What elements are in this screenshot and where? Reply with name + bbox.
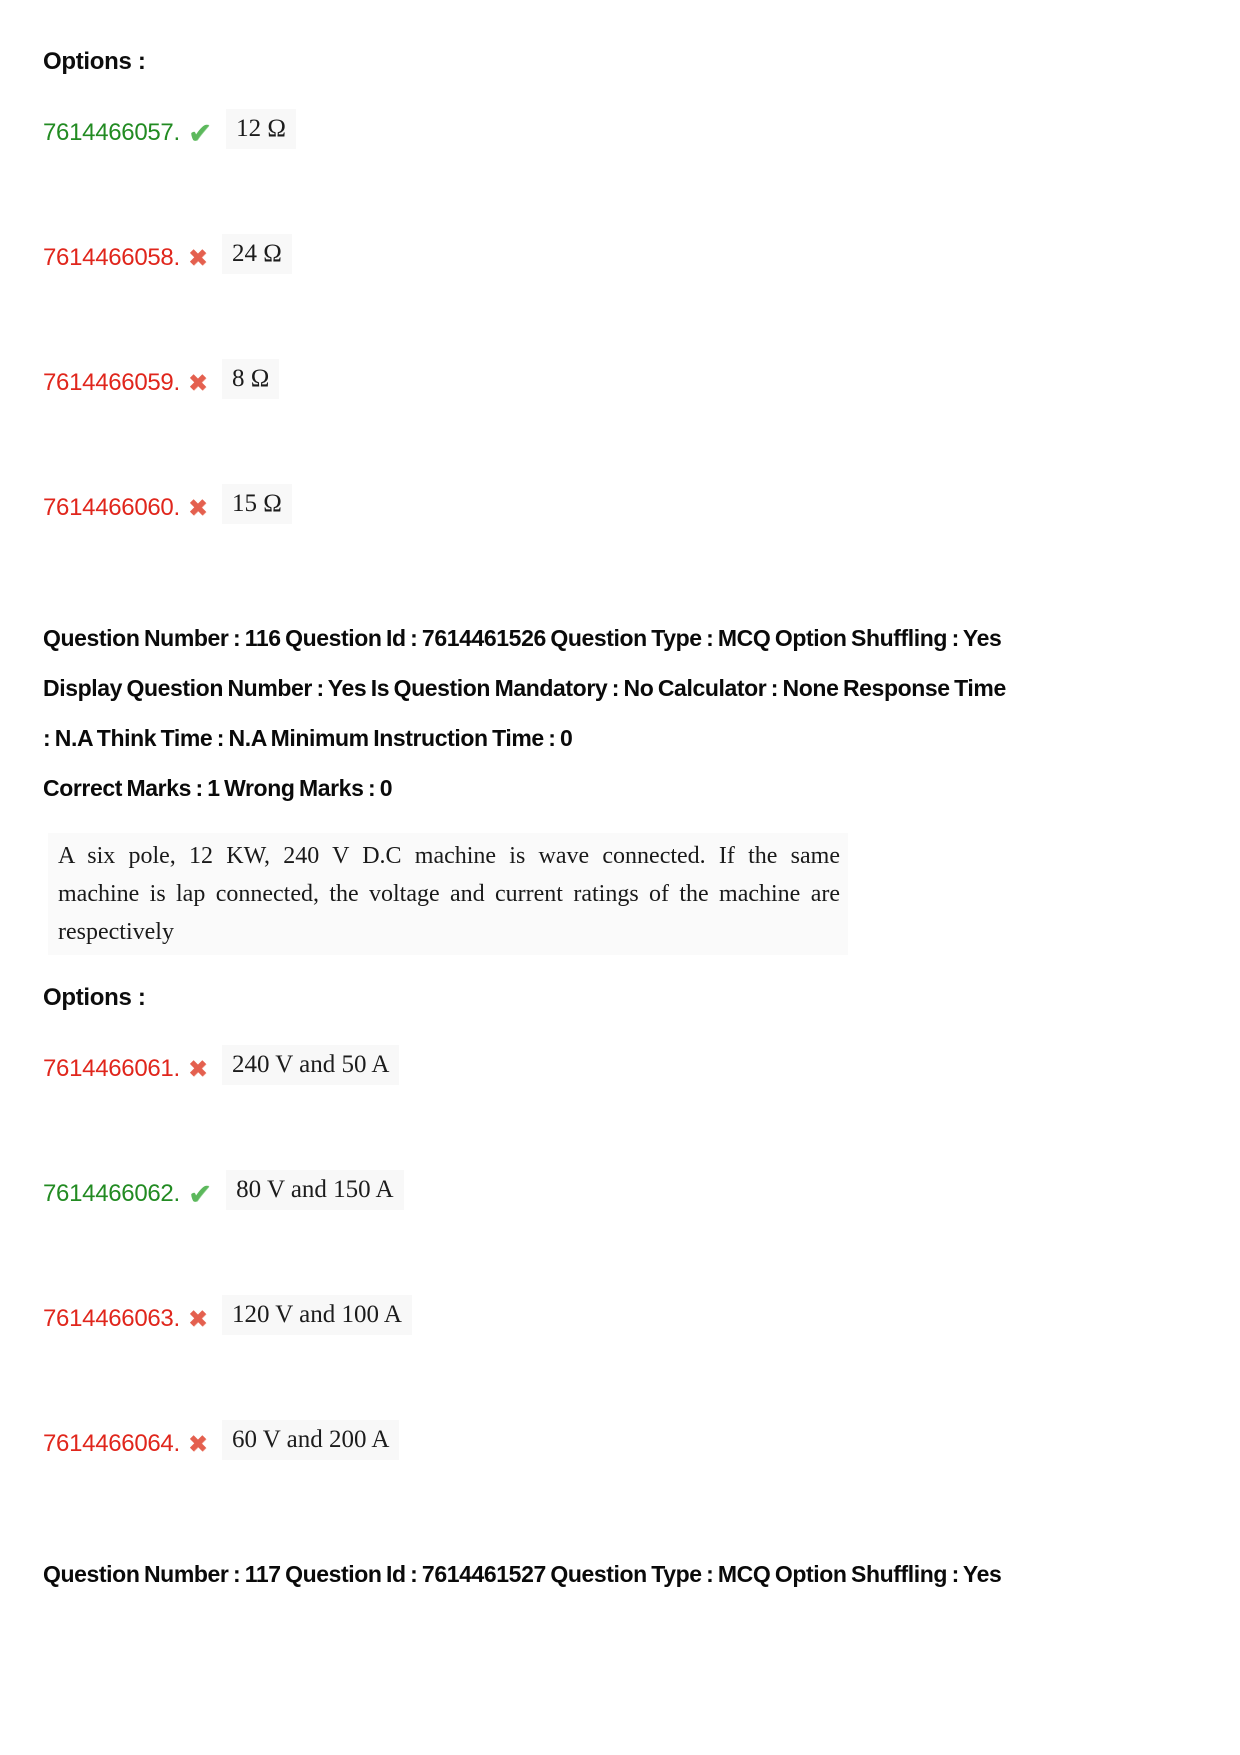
option-row: [43, 238, 1240, 278]
option-id: 7614466060.: [43, 494, 180, 521]
marks-line: Correct Marks : 1 Wrong Marks : 0: [43, 775, 393, 801]
question-116-metadata: [43, 613, 1240, 813]
cross-icon: [188, 1424, 208, 1467]
option-row: [43, 363, 1240, 403]
cross-icon: [188, 1049, 208, 1092]
option-row: [43, 1049, 1240, 1089]
option-id: 7614466062.: [43, 1180, 180, 1207]
option-row: [43, 488, 1240, 528]
option-value: 120 V and 100 A: [222, 1295, 412, 1335]
question-text-line: machine is lap connected, the voltage and current ratings of the machine are: [58, 881, 840, 907]
cross-icon: [188, 363, 208, 406]
option-value: 8 Ω: [222, 359, 279, 399]
option-value: 240 V and 50 A: [222, 1045, 399, 1085]
option-id: 7614466063.: [43, 1305, 180, 1332]
question-117-meta-line: Question Number : 117 Question Id : 7614461527 Question Type : MCQ Option Shuffling : Yes: [43, 1561, 1002, 1587]
question-text-line: respectively: [58, 919, 174, 945]
cross-icon: [188, 1299, 208, 1342]
question-text: [48, 833, 848, 955]
option-value: 24 Ω: [222, 234, 292, 274]
option-id: 7614466064.: [43, 1430, 180, 1457]
option-row: [43, 1174, 1240, 1214]
question-meta-line: : N.A Think Time : N.A Minimum Instruction Time : 0: [43, 725, 573, 751]
option-row: [43, 1424, 1240, 1464]
cross-icon: [188, 238, 208, 281]
options-heading: Options :: [43, 48, 146, 75]
option-value: 80 V and 150 A: [226, 1170, 403, 1210]
question-meta-line: Display Question Number : Yes Is Question Mandatory : No Calculator : None Response Time: [43, 675, 1006, 701]
question-meta-line: Question Number : 116 Question Id : 7614461526 Question Type : MCQ Option Shuffling : Yes: [43, 625, 1002, 651]
check-icon: [188, 1174, 212, 1219]
question-text-line: A six pole, 12 KW, 240 V D.C machine is wave connected. If the same: [58, 843, 840, 869]
option-id: 7614466061.: [43, 1055, 180, 1082]
cross-icon: [188, 488, 208, 531]
option-id: 7614466059.: [43, 369, 180, 396]
option-id: 7614466057.: [43, 119, 180, 146]
option-value: 60 V and 200 A: [222, 1420, 399, 1460]
option-value: 15 Ω: [222, 484, 292, 524]
option-row: [43, 113, 1240, 153]
option-id: 7614466058.: [43, 244, 180, 271]
check-icon: [188, 113, 212, 158]
options-heading: Options :: [43, 984, 146, 1011]
option-value: 12 Ω: [226, 109, 296, 149]
option-row: [43, 1299, 1240, 1339]
